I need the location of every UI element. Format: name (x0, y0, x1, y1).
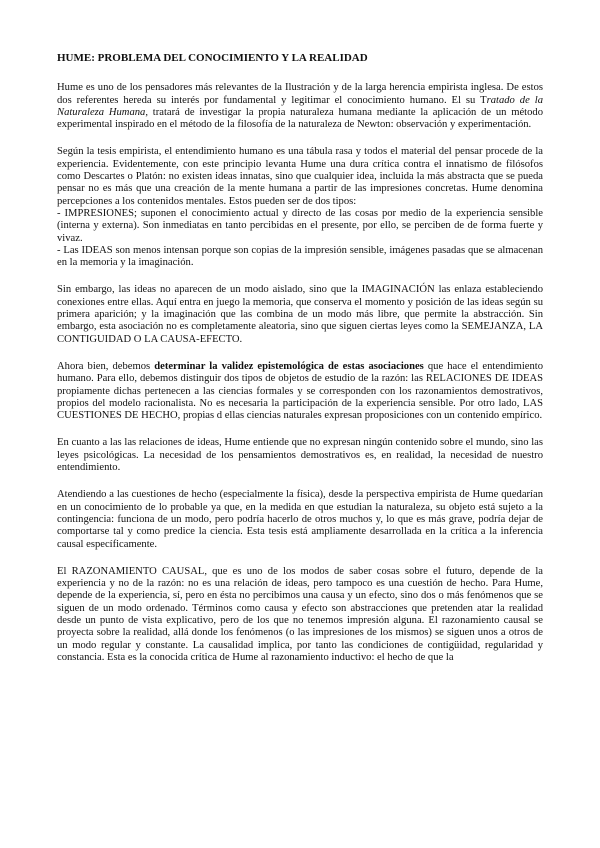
paragraph-validez (57, 361, 543, 422)
paragraph-razonamiento-causal: El RAZONAMIENTO CAUSAL, que es uno de los modos de saber cosas sobre el futuro, depende de la experiencia y no de la razón: no es una relación de ideas, pero tampoco es una cuestión de hecho. Para Hume, depende de la experiencia, sí, pero en ésta no percibimos una causa y un efecto, sino dos o más fenómenos que se siguen de un modo ordenado. Términos como causa y efecto son abstracciones que pretenden atar la realidad desde un punto de vista explicativo, pero de los que no tenemos impresión alguna. El razonamiento causal se proyecta sobre la realidad, allá donde los fenómenos (o las impresiones de los mismos) se siguen unos a otros de un modo regular y constante. La causalidad implica, por tanto las condiciones de contigüidad, regularidad y constancia. Esta es la conocida crítica de Hume al razonamiento inductivo: el hecho de que la (57, 565, 543, 663)
emphasis-validez: determinar la validez epistemológica de estas asociaciones (154, 360, 424, 372)
book-title: ratado de la Naturaleza Humana (57, 94, 543, 118)
paragraph-relaciones-ideas: En cuanto a las las relaciones de ideas, Hume entiende que no expresan ningún contenido sobre el mundo, sino las leyes psicológicas. La necesidad de los pensamientos demostrativos es, en realidad, la necesidad de nuestro entendimiento. (57, 437, 543, 474)
paragraph-imaginacion: Sin embargo, las ideas no aparecen de un modo aislado, sino que la IMAGINACIÓN las enlaza estableciendo conexiones entre ellas. Aquí entra en juego la memoria, que conserva el momento y posición de las ideas según su primera aparición; y la imaginación que las combina de un modo más libre, que permite la abstracción. Sin embargo, esta asociación no es completamente aleatoria, sino que siguen ciertas leyes como la SEMEJANZA, LA CONTIGUIDAD O LA CAUSA-EFECTO. (57, 284, 543, 345)
paragraph-validez-text-1: Ahora bien, debemos (57, 360, 155, 372)
paragraph-intro (57, 82, 543, 131)
paragraph-intro-text-2: , tratará de investigar la propia naturaleza humana mediante la aplicación de un método experimental inspirado en el método de la filosofía de la naturaleza de Newton: observación y experimentación. (57, 106, 544, 131)
document-page (57, 52, 543, 679)
list-item-impresiones: - IMPRESIONES; suponen el conocimiento actual y directo de las cosas por medio de la experiencia sensible (interna y externa). Son inmediatas en tanto percibidas en el presente, por ello, se perciben de de forma fuerte y vivaz. (57, 207, 543, 244)
paragraph-empirismo-intro: Según la tesis empirista, el entendimiento humano es una tábula rasa y todos el material del pensar procede de la experiencia. Evidentemente, con este principio levanta Hume una dura crítica contra el innatismo de filósofos como Descartes o Platón: no existen ideas innatas, sino que cualquier idea, incluida la más abstracta que se pueda pensar no es más que una creación de la mente humana a partir de las impresiones concretas. Hume denomina percepciones a los contenidos mentales. Estos pueden ser de dos tipos: (57, 146, 543, 207)
paragraph-validez-text-2: que hace el entendimiento humano. Para ello, debemos distinguir dos tipos de objetos de estudio de la razón: las RELACIONES DE IDEAS propiamente dichas pertenecen a las ciencias formales y se corresponden con los razonamientos demostrativos, propios del modelo racionalista. No es necesaria la participación de la experiencia sensible. Por otro lado, LAS CUESTIONES DE HECHO, propias d ellas ciencias naturales expresan proposiciones con un contenido empírico. (57, 360, 544, 422)
paragraph-empirismo (57, 146, 543, 269)
paragraph-intro-text-1: Hume es uno de los pensadores más relevantes de la Ilustración y de la larga herencia empirista inglesa. De estos dos referentes hereda su interés por fundamental y legitimar el conocimiento humano. El su T (57, 82, 543, 106)
list-item-ideas: - Las IDEAS son menos intensan porque son copias de la impresión sensible, imágenes pasadas que se almacenan en la memoria y la imaginación. (57, 244, 543, 269)
paragraph-cuestiones-hecho: Atendiendo a las cuestiones de hecho (especialmente la física), desde la perspectiva empirista de Hume quedarían en un conocimiento de lo probable ya que, en la medida en que estudian la naturaleza, su objeto está sujeto a la contingencia: funciona de un modo, pero podría hacerlo de otros muchos y, lo que es más grave, podría dejar de comportarse tal y como predice la ciencia. Esta tesis está ampliamente desarrollada en la crítica a la inferencia causal específicamente. (57, 489, 543, 550)
document-title: HUME: PROBLEMA DEL CONOCIMIENTO Y LA REALIDAD (57, 52, 368, 64)
